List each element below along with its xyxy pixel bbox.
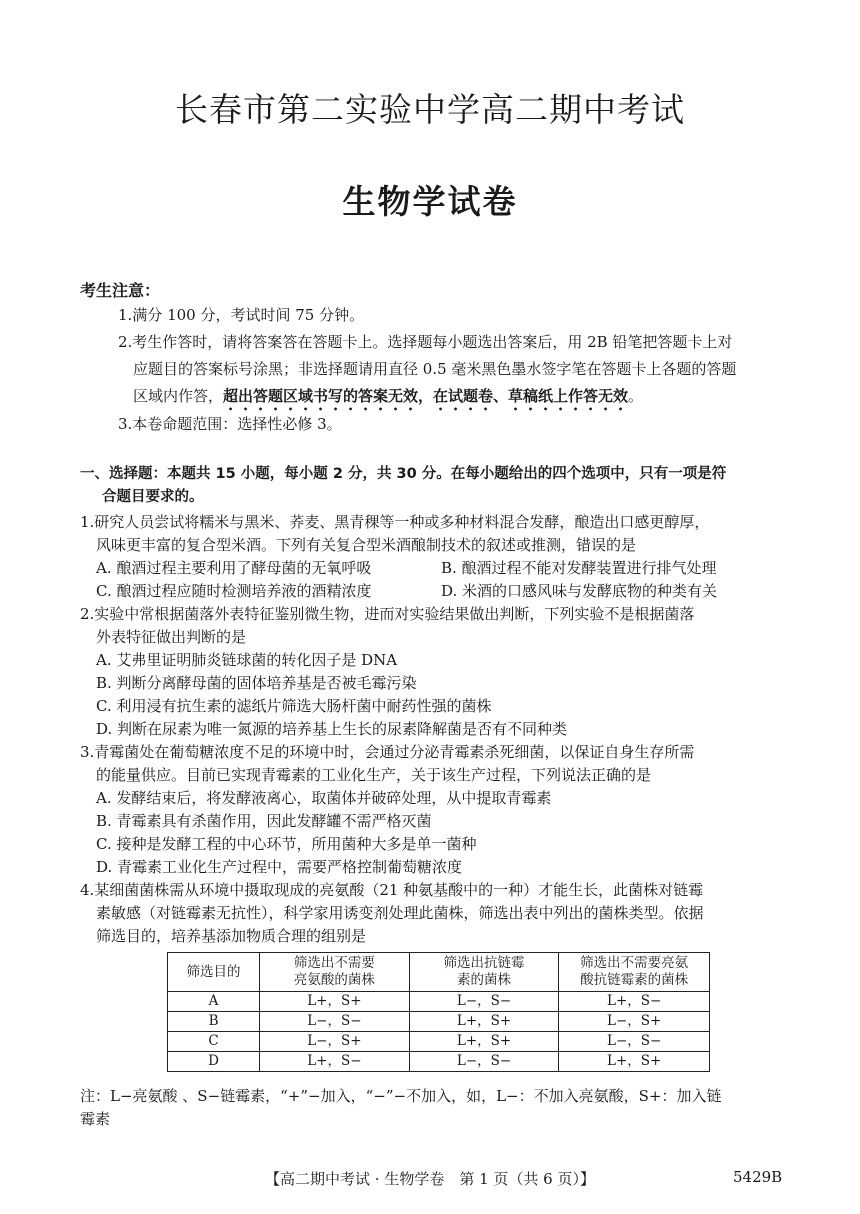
table-cell: L−，S− xyxy=(409,992,559,1012)
table-cell: B xyxy=(168,1012,260,1032)
table-cell: L+，S+ xyxy=(260,992,410,1012)
q1-option-c: C. 酿酒过程应随时检测培养液的酒精浓度 xyxy=(96,582,372,600)
table-row xyxy=(168,992,710,1012)
q1-stem-line-1: 1.研究人员尝试将糯米与黑米、荞麦、黑青稞等一种或多种材料混合发酵，酿造出口感更醇厚， xyxy=(80,513,710,531)
table-cell: L+，S− xyxy=(260,1052,410,1072)
q1-option-a: A. 酿酒过程主要利用了酵母菌的无氧呼吸 xyxy=(96,559,372,577)
section-heading-line-2: 合题目要求的。 xyxy=(102,489,204,505)
q4-note-line-2: 霉素 xyxy=(80,1110,111,1128)
table-cell: D xyxy=(168,1052,260,1072)
table-cell: L+，S+ xyxy=(409,1032,559,1052)
table-cell: L+，S− xyxy=(559,992,710,1012)
q4-note-line-1: 注：L−亮氨酸 、S−链霉素，“+”−加入，“−”−不加入，如，L−：不加入亮氨酸，S+：加入链 xyxy=(80,1087,722,1105)
table-row xyxy=(168,1032,710,1052)
header-line: 酸抗链霉素的菌株 xyxy=(580,972,689,988)
q1-stem-line-2: 风味更丰富的复合型米酒。下列有关复合型米酒酿制技术的叙述或推测，错误的是 xyxy=(96,536,637,554)
q3-option-d: D. 青霉素工业化生产过程中，需要严格控制葡萄糖浓度 xyxy=(96,858,463,876)
q3-option-a: A. 发酵结束后，将发酵液离心，取菌体并破碎处理，从中提取青霉素 xyxy=(96,789,552,807)
q2-stem-line-2: 外表特征做出判断的是 xyxy=(96,628,247,646)
q3-stem-line-2: 的能量供应。目前已实现青霉素的工业化生产，关于该生产过程，下列说法正确的是 xyxy=(96,766,652,784)
q4-stem-line-3: 筛选目的，培养基添加物质合理的组别是 xyxy=(96,927,367,945)
notice-item-2-line-2: 应题目的答案标号涂黑；非选择题请用直径 0.5 毫米黑色墨水签字笔在答题卡上各题的答题 xyxy=(133,360,737,378)
q2-option-d: D. 判断在尿素为唯一氮源的培养基上生长的尿素降解菌是否有不同种类 xyxy=(96,720,568,738)
header-line: 素的菌株 xyxy=(457,972,512,988)
q3-stem-line-1: 3.青霉菌处在葡萄糖浓度不足的环境中时，会通过分泌青霉素杀死细菌，以保证自身生存所需 xyxy=(80,743,695,761)
table-header-cell xyxy=(409,953,559,992)
exam-title: 长春市第二实验中学高二期中考试 xyxy=(175,90,685,129)
table-header-cell: 筛选目的 xyxy=(168,953,260,992)
q2-option-c: C. 利用浸有抗生素的滤纸片筛选大肠杆菌中耐药性强的菌株 xyxy=(96,697,492,715)
table-cell: A xyxy=(168,992,260,1012)
header-line: 筛选出不需要亮氨 xyxy=(580,955,689,971)
q1-option-b: B. 酿酒过程不能对发酵装置进行排气处理 xyxy=(441,559,717,577)
header-line: 筛选出抗链霉 xyxy=(443,955,525,971)
header-line: 筛选出不需要 xyxy=(293,955,375,971)
q2-option-a: A. 艾弗里证明肺炎链球菌的转化因子是 DNA xyxy=(96,651,398,669)
page-footer: 【高二期中考试 · 生物学卷 第 1 页（共 6 页）】 xyxy=(265,1170,595,1188)
table-cell: L−，S− xyxy=(559,1032,710,1052)
q4-stem-line-1: 4.某细菌菌株需从环境中摄取现成的亮氨酸（21 种氨基酸中的一种）才能生长，此菌株对链霉 xyxy=(80,881,704,899)
table-header-cell xyxy=(559,953,710,992)
notice-plain-text: 区域内作答， xyxy=(133,387,224,405)
notice-heading: 考生注意： xyxy=(80,281,161,300)
table-header-row xyxy=(168,953,710,992)
header-line: 亮氨酸的菌株 xyxy=(293,972,375,988)
q1-option-d: D. 米酒的口感风味与发酵底物的种类有关 xyxy=(441,582,718,600)
notice-item-1: 1.满分 100 分，考试时间 75 分钟。 xyxy=(118,306,365,324)
table-cell: L+，S+ xyxy=(409,1012,559,1032)
notice-emphasis-text: 超出答题区域书写的答案无效，在试题卷、草稿纸上作答无效 xyxy=(223,387,629,405)
table-row xyxy=(168,1052,710,1072)
table-header-cell xyxy=(260,953,410,992)
notice-item-2-line-3 xyxy=(133,386,643,414)
q3-option-c: C. 接种是发酵工程的中心环节，所用菌种大多是单一菌种 xyxy=(96,835,477,853)
table-cell: L−，S− xyxy=(260,1012,410,1032)
notice-item-3: 3.本卷命题范围：选择性必修 3。 xyxy=(118,415,342,433)
paper-code: 5429B xyxy=(733,1168,783,1186)
table-cell: L−，S+ xyxy=(559,1012,710,1032)
q3-option-b: B. 青霉素具有杀菌作用，因此发酵罐不需严格灭菌 xyxy=(96,812,432,830)
q2-stem-line-1: 2.实验中常根据菌落外表特征鉴别微生物，进而对实验结果做出判断，下列实验不是根据菌落 xyxy=(80,605,695,623)
table-cell: L−，S− xyxy=(409,1052,559,1072)
table-cell: L+，S+ xyxy=(559,1052,710,1072)
table-cell: C xyxy=(168,1032,260,1052)
screening-table xyxy=(167,952,710,1072)
section-heading-line-1: 一、选择题：本题共 15 小题，每小题 2 分，共 30 分。在每小题给出的四个选项中，只有一项是符 xyxy=(80,466,727,482)
q2-option-b: B. 判断分离酵母菌的固体培养基是否被毛霉污染 xyxy=(96,674,417,692)
table-cell: L−，S+ xyxy=(260,1032,410,1052)
notice-item-2-line-1: 2.考生作答时，请将答案答在答题卡上。选择题每小题选出答案后，用 2B 铅笔把答题卡上对 xyxy=(118,333,733,351)
notice-end-punct: 。 xyxy=(628,387,644,405)
q4-stem-line-2: 素敏感（对链霉素无抗性），科学家用诱变剂处理此菌株，筛选出表中列出的菌株类型。依据 xyxy=(96,904,704,922)
table-row xyxy=(168,1012,710,1032)
subject-title: 生物学试卷 xyxy=(342,182,518,221)
